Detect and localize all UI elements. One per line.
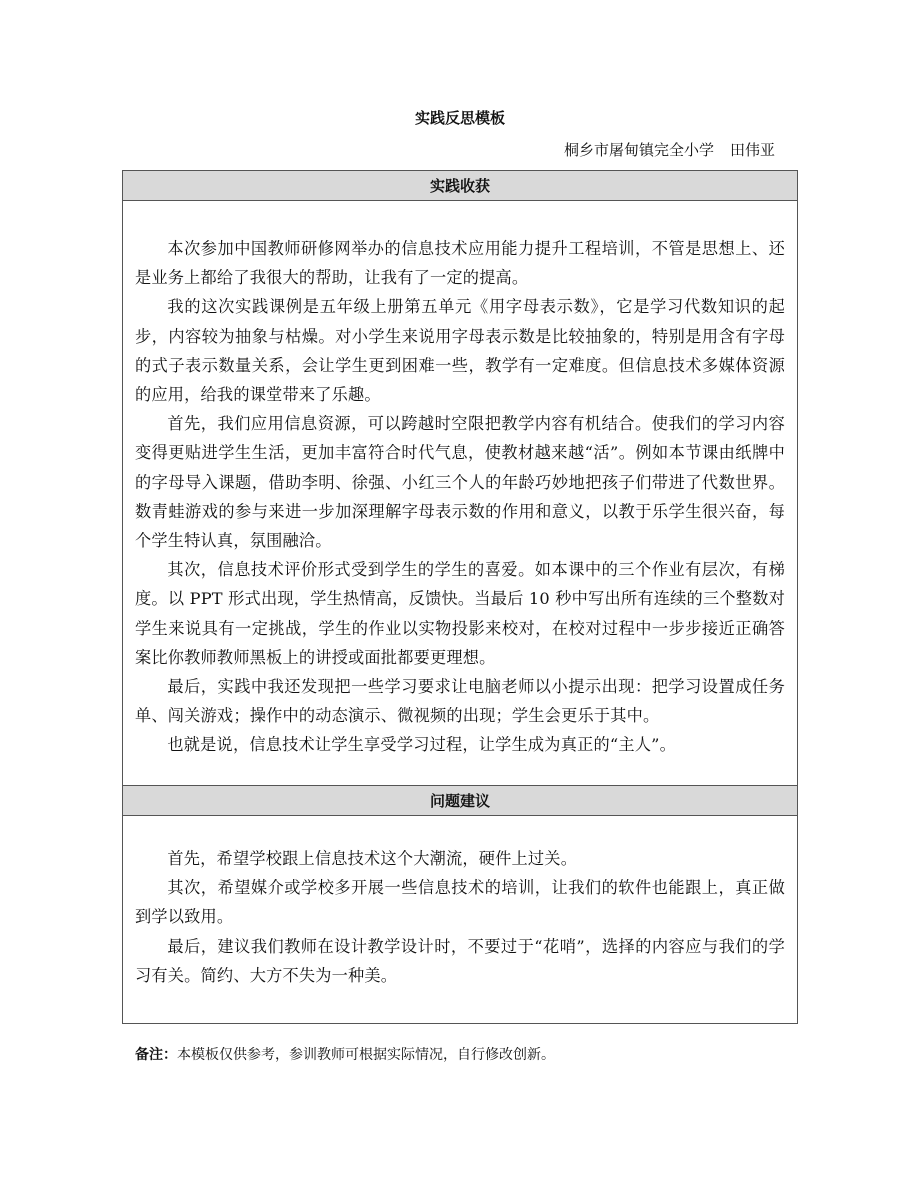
section-header-issues: 问题建议	[123, 786, 797, 816]
section-body-issues	[123, 816, 797, 1023]
paragraph: 本次参加中国教师研修网举办的信息技术应用能力提升工程培训，不管是思想上、还是业务上都给了我很大的帮助，让我有了一定的提高。	[135, 239, 785, 288]
author-name: 田伟亚	[729, 141, 775, 159]
section-header-gains: 实践收获	[123, 171, 797, 201]
footnote-text: 本模板仅供参考，参训教师可根据实际情况，自行修改创新。	[177, 1047, 555, 1063]
reflection-table	[122, 170, 798, 1024]
paragraph: 其次，信息技术评价形式受到学生的学生的喜爱。如本课中的三个作业有层次，有梯度。以 PPT 形式出现，学生热情高，反馈快。当最后 10 秒中写出所有连续的三个整数对学生来说具有一定挑战，学生的作业以实物投影来校对，在校对过程中一步步接近正确答案比你教师教师黑板上的讲授或面批都要更理想。	[135, 560, 785, 667]
author-line	[480, 140, 775, 160]
paragraph: 首先，希望学校跟上信息技术这个大潮流，硬件上过关。	[167, 849, 578, 868]
document-title: 实践反思模板	[414, 109, 505, 127]
paragraph: 也就是说，信息技术让学生享受学习过程，让学生成为真正的“主人”。	[167, 735, 676, 755]
paragraph: 最后，实践中我还发现把一些学习要求让电脑老师以小提示出现：把学习设置成任务单、闯关游戏；操作中的动态演示、微视频的出现；学生会更乐于其中。	[135, 677, 785, 726]
paragraph: 首先，我们应用信息资源，可以跨越时空限把教学内容有机结合。使我们的学习内容变得更贴进学生生活，更加丰富符合时代气息，使教材越来越“活”。例如本节课由纸牌中的字母导入课题，借助李明、徐强、小红三个人的年龄巧妙地把孩子们带进了代数世界。数青蛙游戏的参与来进一步加深理解字母表示数的作用和意义，以教于乐学生很兴奋，每个学生特认真，氛围融洽。	[135, 414, 785, 551]
footnote-label: 备注：	[135, 1047, 177, 1063]
paragraph: 最后，建议我们教师在设计教学设计时，不要过于“花哨”，选择的内容应与我们的学习有关。简约、大方不失为一种美。	[135, 936, 785, 985]
footnote	[135, 1045, 815, 1065]
paragraph: 我的这次实践课例是五年级上册第五单元《用字母表示数》，它是学习代数知识的起步，内容较为抽象与枯燥。对小学生来说用字母表示数是比较抽象的，特别是用含有字母的式子表示数量关系，会让学生更到困难一些，教学有一定难度。但信息技术多媒体资源的应用，给我的课堂带来了乐趣。	[135, 297, 785, 405]
author-school: 桐乡市屠甸镇完全小学	[563, 141, 714, 159]
paragraph: 其次，希望媒介或学校多开展一些信息技术的培训，让我们的软件也能跟上，真正做到学以致用。	[135, 878, 785, 927]
section-body-gains	[123, 201, 797, 786]
